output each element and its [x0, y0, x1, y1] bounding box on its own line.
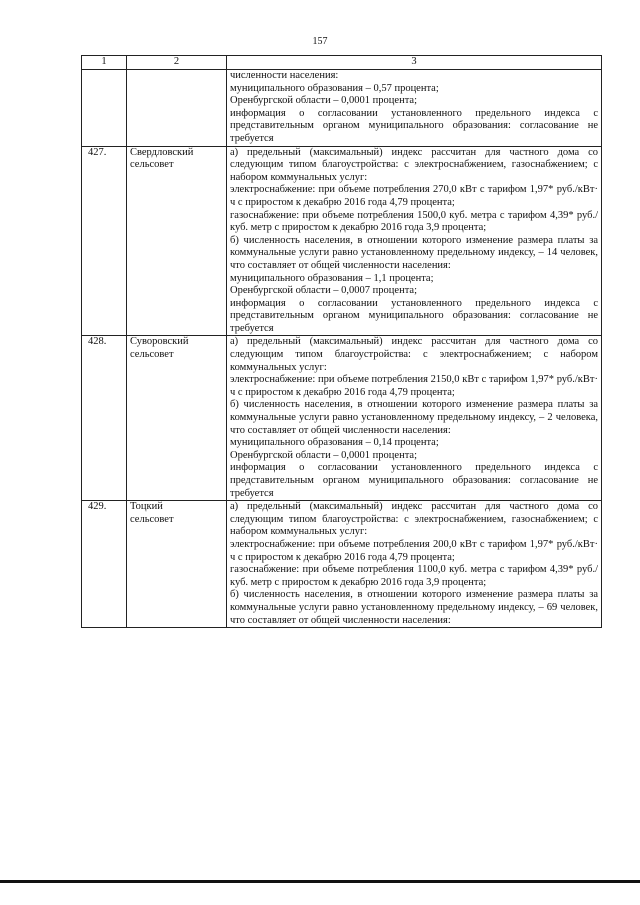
description-paragraph: численности населения:	[230, 70, 339, 81]
municipality-name-line: Тоцкий	[130, 501, 163, 513]
municipality-name-line: сельсовет	[130, 513, 174, 525]
description-paragraph: электроснабжение: при объеме потребления 270,0 кВт с тарифом 1,97* руб./кВт· ч с приростом к декабрю 2016 года 4,79 процента;	[230, 184, 598, 208]
description-paragraph: Оренбургской области – 0,0001 процента;	[230, 449, 417, 461]
description-paragraph: информация о согласовании установленного предельного индекса с представительным органом муниципального образования: согласование не требуется	[230, 107, 598, 144]
description-paragraph: информация о согласовании установленного предельного индекса с представительным органом муниципального образования: согласование не требуется	[230, 297, 598, 334]
description-paragraph: Оренбургской области – 0,0007 процента;	[230, 285, 417, 297]
table-row	[82, 146, 602, 336]
header-col-2: 2	[127, 56, 227, 70]
municipality-name-line: сельсовет	[130, 159, 174, 171]
description-paragraph: муниципального образования – 1,1 процента;	[230, 272, 434, 284]
description-paragraph: муниципального образования – 0,57 процента;	[230, 82, 439, 94]
description-paragraph: б) численность населения, в отношении которого изменение размера платы за коммунальные услуги равно установленному предельному индексу, – 14 человек, что составляет от общей численности населения:	[230, 234, 598, 271]
description-paragraph: электроснабжение: при объеме потребления 2150,0 кВт с тарифом 1,97* руб./кВт· ч с приростом к декабрю 2016 года 4,79 процента;	[230, 374, 598, 398]
table-row	[82, 336, 602, 501]
header-col-1: 1	[82, 56, 127, 70]
description-paragraph: муниципального образования – 0,14 процента;	[230, 437, 439, 449]
header-row	[82, 56, 602, 70]
description-paragraph: газоснабжение: при объеме потребления 1500,0 куб. метра с тарифом 4,39* руб./куб. метр с приростом к декабрю 2016 года 3,9 процента;	[230, 209, 598, 234]
description-paragraph: Оренбургской области – 0,0001 процента;	[230, 95, 417, 107]
index-description	[227, 146, 602, 336]
table-body	[82, 56, 602, 628]
municipality-name	[127, 501, 227, 628]
municipality-name-line: Суворовский	[130, 336, 189, 348]
description-paragraph: а) предельный (максимальный) индекс рассчитан для частного дома со следующим типом благоустройства: с электроснабжением, газоснабжением; с набором коммунальных услуг:	[230, 501, 598, 538]
data-table	[81, 55, 602, 628]
description-paragraph: а) предельный (максимальный) индекс рассчитан для частного дома со следующим типом благоустройства: с электроснабжением; с набором коммунальных услуг:	[230, 336, 598, 373]
row-number: 427.	[82, 146, 127, 336]
description-paragraph: информация о согласовании установленного предельного индекса с представительным органом муниципального образования: согласование не требуется	[230, 462, 598, 499]
municipality-name	[127, 146, 227, 336]
description-paragraph: газоснабжение: при объеме потребления 1100,0 куб. метра с тарифом 4,39* руб./куб. метр с приростом к декабрю 2016 года 3,9 процента;	[230, 564, 598, 588]
municipality-name	[127, 70, 227, 147]
description-paragraph: б) численность населения, в отношении которого изменение размера платы за коммунальные услуги равно установленному предельному индексу, – 2 человека, что составляет от общей численности населения:	[230, 399, 598, 436]
description-paragraph: а) предельный (максимальный) индекс рассчитан для частного дома со следующим типом благоустройства: с электроснабжением, газоснабжением; с набором коммунальных услуг:	[230, 146, 598, 183]
description-paragraph: электроснабжение: при объеме потребления 200,0 кВт с тарифом 1,97* руб./кВт· ч с приростом к декабрю 2016 года 4,79 процента;	[230, 538, 598, 563]
index-description	[227, 70, 602, 147]
row-number: 429.	[82, 501, 127, 628]
municipality-name-line: сельсовет	[130, 349, 174, 361]
municipality-name	[127, 336, 227, 501]
header-col-3: 3	[227, 56, 602, 70]
table-row	[82, 70, 602, 147]
index-description	[227, 336, 602, 501]
description-paragraph: б) численность населения, в отношении которого изменение размера платы за коммунальные услуги равно установленному предельному индексу, – 69 человек, что составляет от общей численности населения:	[230, 589, 598, 626]
municipality-name-line: Свердловский	[130, 146, 194, 158]
bottom-rule	[0, 880, 640, 883]
row-number	[82, 70, 127, 147]
index-description	[227, 501, 602, 628]
row-number: 428.	[82, 336, 127, 501]
table-row	[82, 501, 602, 628]
page-number: 157	[312, 36, 328, 47]
